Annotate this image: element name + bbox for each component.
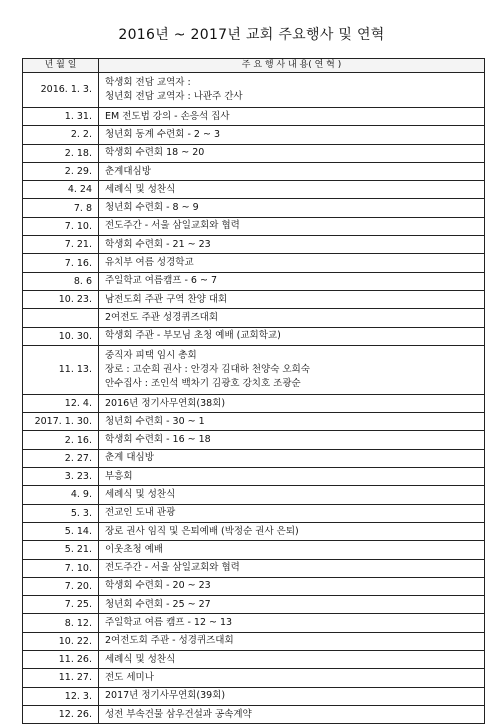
event-content [99,559,485,577]
event-date: 11. 13. [23,345,99,394]
event-date: 5. 21. [23,541,99,559]
table-row [23,199,485,217]
table-row [23,108,485,126]
table-row [23,413,485,431]
event-line: 안수집사 : 조인석 백차기 김광호 강치호 조광순 [105,377,301,389]
event-content [99,345,485,394]
event-date: 11. 26. [23,651,99,669]
event-content [99,413,485,431]
event-content [99,632,485,650]
table-row [23,449,485,467]
event-content [99,181,485,199]
event-line: 세례식 및 성찬식 [105,183,176,195]
event-date: 10. 23. [23,290,99,308]
event-line: 학생회 전담 교역자 : [105,77,191,88]
event-line: 청년회 전담 교역자 : 나관주 간사 [105,91,243,102]
event-content [99,272,485,290]
event-date: 8. 6 [23,272,99,290]
event-date: 2. 2. [23,126,99,144]
event-line: 이웃초청 예배 [105,543,164,555]
table-row [23,144,485,162]
event-content [99,431,485,449]
event-content [99,577,485,595]
event-content [99,394,485,412]
table-row [23,577,485,595]
event-line: 청년회 동계 수련회 - 2 ~ 3 [105,128,221,140]
event-date: 2017. 1. 30. [23,413,99,431]
event-line: 유치부 여름 성경학교 [105,257,194,269]
event-content [99,217,485,235]
event-line: 청년회 수련회 - 30 ~ 1 [105,415,205,427]
event-line: 장로 권사 임직 및 은퇴예배 (박정순 권사 은퇴) [105,525,299,537]
event-date: 7. 10. [23,559,99,577]
event-date: 7. 16. [23,254,99,272]
event-content [99,162,485,180]
table-row [23,431,485,449]
event-date: 7. 25. [23,596,99,614]
event-line: 세례식 및 성찬식 [105,653,176,665]
table-row [23,254,485,272]
header-date: 년 월 일 [23,59,99,73]
event-date: 7. 20. [23,577,99,595]
event-content [99,144,485,162]
event-date: 2016. 1. 3. [23,73,99,108]
event-content [99,705,485,723]
event-content [99,669,485,687]
event-date: 7. 8 [23,199,99,217]
event-line: 춘계 대심방 [105,452,154,464]
event-content [99,126,485,144]
event-line: 학생회 수련회 - 21 ~ 23 [105,238,211,250]
event-date: 2. 29. [23,162,99,180]
event-date: 12. 26. [23,705,99,723]
event-content [99,504,485,522]
event-line: 학생회 수련회 - 20 ~ 23 [105,580,211,592]
table-row [23,290,485,308]
event-date: 3. 23. [23,468,99,486]
event-content [99,541,485,559]
table-row [23,394,485,412]
event-content [99,614,485,632]
event-line: EM 전도법 강의 - 손응석 집사 [105,110,230,122]
header-content: 주 요 행 사 내 용( 연 혁 ) [99,59,485,73]
event-line: 2여전도 주관 성경퀴즈대회 [105,311,219,323]
event-line: 전도주간 - 서울 삼일교회와 협력 [105,562,240,574]
event-date: 5. 14. [23,522,99,540]
event-line: 춘계대심방 [105,165,151,177]
event-date: 7. 21. [23,236,99,254]
table-row [23,669,485,687]
event-line: 남전도회 주관 구역 찬양 대회 [105,293,228,305]
event-date: 5. 3. [23,504,99,522]
event-date: 2. 18. [23,144,99,162]
table-header-row [23,59,485,73]
event-content [99,596,485,614]
event-content [99,687,485,705]
event-date: 8. 12. [23,614,99,632]
table-row [23,559,485,577]
event-line: 부흥회 [105,470,133,482]
table-row [23,468,485,486]
event-content [99,309,485,327]
event-line: 세례식 및 성찬식 [105,488,176,500]
table-row [23,614,485,632]
event-content [99,254,485,272]
table-row [23,272,485,290]
table-row [23,126,485,144]
event-date: 4. 9. [23,486,99,504]
table-row [23,705,485,723]
event-date: 11. 27. [23,669,99,687]
event-line: 청년회 수련회 - 25 ~ 27 [105,598,211,610]
event-line: 학생회 수련회 18 ~ 20 [105,147,205,159]
event-content [99,199,485,217]
table-row [23,217,485,235]
event-date: 1. 31. [23,108,99,126]
table-row [23,345,485,394]
event-content [99,108,485,126]
event-date: 10. 30. [23,327,99,345]
event-date: 12. 4. [23,394,99,412]
table-row [23,181,485,199]
event-date: 2. 27. [23,449,99,467]
table-row [23,309,485,327]
event-date [23,309,99,327]
event-content [99,449,485,467]
table-row [23,73,485,108]
page-title: 2016년 ~ 2017년 교회 주요행사 및 연혁 [118,27,385,43]
event-date: 2. 16. [23,431,99,449]
table-row [23,632,485,650]
event-line: 2여전도회 주관 - 성경퀴즈대회 [105,635,234,647]
table-row [23,522,485,540]
event-content [99,290,485,308]
event-line: 주일학교 여름 캠프 - 12 ~ 13 [105,617,233,629]
table-row [23,486,485,504]
event-content [99,327,485,345]
event-line: 성전 부속건물 삼우건설과 공속계약 [105,708,252,720]
table-row [23,504,485,522]
table-row [23,236,485,254]
event-line: 전교인 도내 관광 [105,507,176,519]
event-line: 전도주간 - 서울 삼일교회와 협력 [105,220,240,232]
table-row [23,651,485,669]
event-line: 중직자 피택 임시 총회 [105,349,197,361]
event-date: 12. 3. [23,687,99,705]
table-row [23,162,485,180]
event-content [99,468,485,486]
table-row [23,327,485,345]
event-line: 학생회 주관 - 부모님 초청 예배 (교회학교) [105,330,281,342]
event-line: 주일학교 여름캠프 - 6 ~ 7 [105,275,217,287]
event-line: 2017년 정기사무연회(39회) [105,690,226,702]
event-line: 청년회 수련회 - 8 ~ 9 [105,202,199,214]
table-row [23,541,485,559]
event-line: 2016년 정기사무연회(38회) [105,397,226,409]
event-date: 7. 10. [23,217,99,235]
event-content [99,236,485,254]
event-line: 전도 세미나 [105,671,154,683]
event-content [99,522,485,540]
event-line: 장로 : 고순희 권사 : 안경자 김대하 천양숙 오희숙 [105,363,310,375]
event-date: 4. 24 [23,181,99,199]
event-content [99,486,485,504]
event-content [99,651,485,669]
events-table [22,58,485,724]
event-content [99,73,485,108]
table-row [23,687,485,705]
table-row [23,596,485,614]
event-line: 학생회 수련회 - 16 ~ 18 [105,434,211,446]
event-date: 10. 22. [23,632,99,650]
